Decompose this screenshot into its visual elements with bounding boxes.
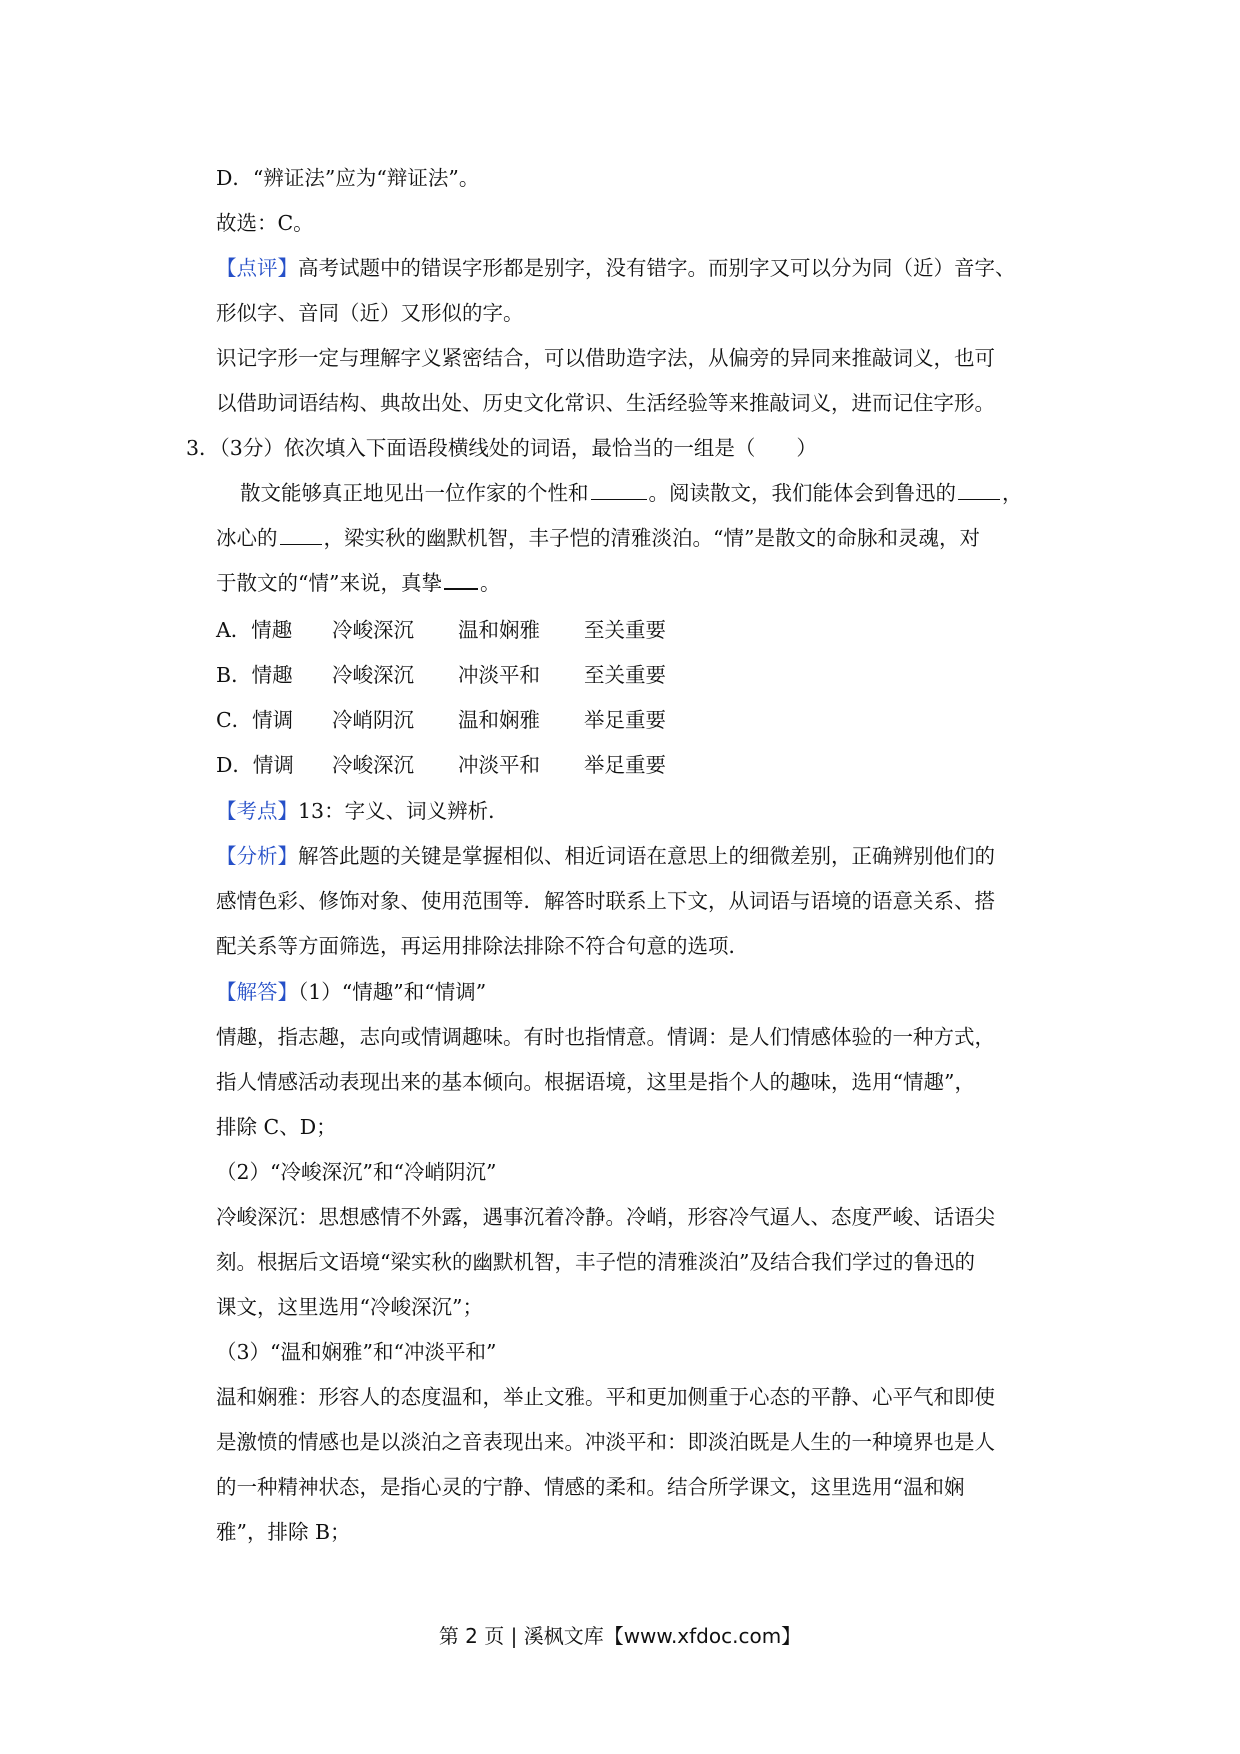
analysis-line-1	[216, 843, 995, 869]
option-word: 温和娴雅	[458, 708, 540, 732]
passage-text: ，梁实秋的幽默机智，丰子恺的清雅淡泊。“情”是散文的命脉和灵魂，对	[323, 526, 980, 550]
option-a	[216, 617, 666, 643]
analysis-text: 解答此题的关键是掌握相似、相近词语在意思上的细微差别，正确辨别他们的	[298, 844, 995, 868]
fill-blank-3	[280, 526, 322, 545]
review-tag: 【点评】	[216, 256, 298, 280]
option-word: 冷峻深沉	[332, 663, 414, 687]
solution-line-11: 是激愤的情感也是以淡泊之音表现出来。冲淡平和：即淡泊既是人生的一种境界也是人	[216, 1430, 995, 1454]
analysis-line-2: 感情色彩、修饰对象、使用范围等．解答时联系上下文，从词语与语境的语意关系、搭	[216, 889, 995, 913]
solution-line-1	[216, 979, 486, 1005]
fill-blank-2	[958, 481, 1000, 500]
passage-text: 冰心的	[216, 526, 278, 550]
solution-text: （1）“情趣”和“情调”	[298, 980, 487, 1004]
passage-text: 散文能够真正地见出一位作家的个性和	[240, 481, 589, 505]
solution-line-4: 排除 C、D；	[216, 1115, 337, 1139]
option-label: A．情趣	[216, 618, 293, 642]
solution-line-6: 冷峻深沉：思想感情不外露，遇事沉着冷静。冷峭，形容冷气逼人、态度严峻、话语尖	[216, 1205, 995, 1229]
option-word: 至关重要	[584, 663, 666, 687]
solution-line-9: （3）“温和娴雅”和“冲淡平和”	[216, 1340, 497, 1364]
option-word: 冷峻深沉	[332, 753, 414, 777]
kaodian-text: 13：字义、词义辨析．	[298, 799, 509, 823]
option-d	[216, 752, 666, 778]
option-word: 举足重要	[584, 753, 666, 777]
passage-text: 。	[479, 571, 501, 595]
solution-line-8: 课文，这里选用“冷峻深沉”；	[216, 1295, 483, 1319]
solution-line-2: 情趣，指志趣，志向或情调趣味。有时也指情意。情调：是人们情感体验的一种方式，	[216, 1025, 995, 1049]
passage-line-3	[216, 570, 500, 596]
review-line-2: 形似字、音同（近）又形似的字。	[216, 301, 524, 325]
option-word: 冷峻深沉	[332, 618, 414, 642]
fill-blank-4	[444, 570, 478, 590]
option-word: 冲淡平和	[458, 753, 540, 777]
line-answer-choice: 故选：C。	[216, 211, 314, 235]
option-label: C．情调	[216, 708, 294, 732]
option-label: D．情调	[216, 753, 294, 777]
option-word: 温和娴雅	[458, 618, 540, 642]
option-word: 举足重要	[584, 708, 666, 732]
solution-line-5: （2）“冷峻深沉”和“冷峭阴沉”	[216, 1160, 497, 1184]
passage-line-1	[240, 480, 1023, 506]
review-paragraph	[216, 255, 1016, 281]
question-3-heading: 3．（3分）依次填入下面语段横线处的词语，最恰当的一组是（ ）	[186, 436, 817, 460]
option-c	[216, 707, 666, 733]
option-b	[216, 662, 666, 688]
solution-tag: 【解答】	[216, 980, 298, 1004]
solution-line-3: 指人情感活动表现出来的基本倾向。根据语境，这里是指个人的趣味，选用“情趣”，	[216, 1070, 975, 1094]
kaodian-line	[216, 798, 509, 824]
option-word: 冷峭阴沉	[332, 708, 414, 732]
solution-line-12: 的一种精神状态，是指心灵的宁静、情感的柔和。结合所学课文，这里选用“温和娴	[216, 1475, 965, 1499]
passage-text: 于散文的“情”来说，真挚	[216, 571, 442, 595]
solution-line-7: 刻。根据后文语境“梁实秋的幽默机智，丰子恺的清雅淡泊”及结合我们学过的鲁迅的	[216, 1250, 975, 1274]
fill-blank-1	[591, 481, 647, 500]
solution-line-10: 温和娴雅：形容人的态度温和，举止文雅。平和更加侧重于心态的平静、心平气和即使	[216, 1385, 995, 1409]
review-line-4: 以借助词语结构、典故出处、历史文化常识、生活经验等来推敲词义，进而记住字形。	[216, 391, 995, 415]
option-word: 冲淡平和	[458, 663, 540, 687]
passage-line-2	[216, 525, 980, 551]
passage-text: ，	[1002, 481, 1023, 505]
review-line-3: 识记字形一定与理解字义紧密结合，可以借助造字法，从偏旁的异同来推敲词义，也可	[216, 346, 995, 370]
kaodian-tag: 【考点】	[216, 799, 298, 823]
line-option-d-note: D．“辨证法”应为“辩证法”。	[216, 166, 480, 190]
passage-text: 。阅读散文，我们能体会到鲁迅的	[648, 481, 956, 505]
review-text: 高考试题中的错误字形都是别字，没有错字。而别字又可以分为同（近）音字、	[298, 256, 1016, 280]
option-label: B．情趣	[216, 663, 293, 687]
solution-line-13: 雅”，排除 B；	[216, 1520, 351, 1544]
option-word: 至关重要	[584, 618, 666, 642]
analysis-tag: 【分析】	[216, 844, 298, 868]
analysis-line-3: 配关系等方面筛选，再运用排除法排除不符合句意的选项．	[216, 934, 749, 958]
page-footer: 第 2 页 | 溪枫文库【www.xfdoc.com】	[438, 1624, 802, 1648]
